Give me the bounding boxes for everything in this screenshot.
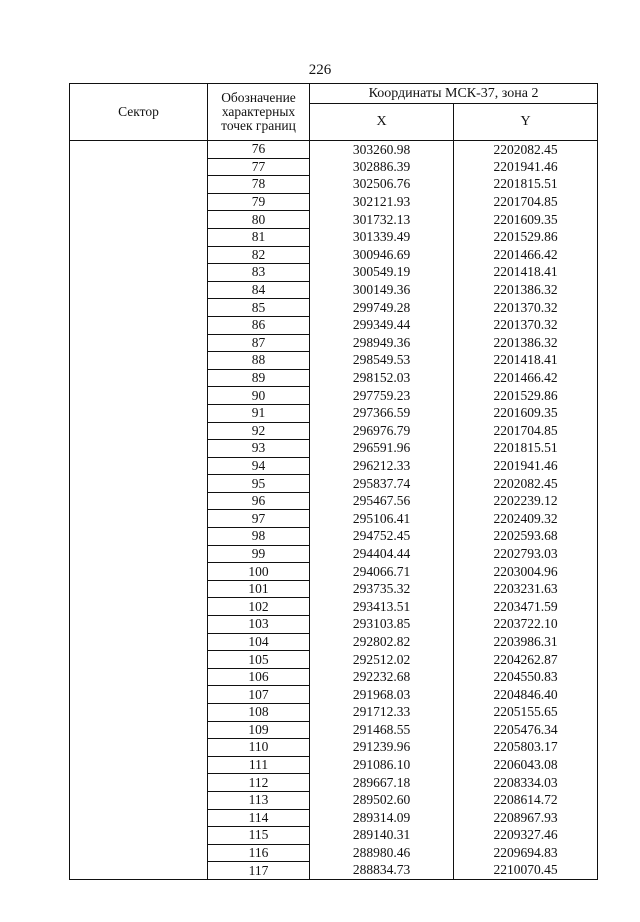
x-coordinate-cell: 298949.36 [310,334,454,352]
point-number-cell: 77 [208,158,310,176]
y-coordinate-cell: 2205155.65 [454,704,598,722]
x-coordinate-cell: 294404.44 [310,545,454,563]
x-coordinate-cell: 300946.69 [310,246,454,264]
x-coordinate-cell: 295467.56 [310,492,454,510]
x-coordinate-cell: 291468.55 [310,721,454,739]
y-coordinate-cell: 2201941.46 [454,457,598,475]
y-coordinate-cell: 2206043.08 [454,756,598,774]
y-coordinate-cell: 2205803.17 [454,739,598,757]
point-number-cell: 93 [208,440,310,458]
y-coordinate-cell: 2201418.41 [454,264,598,282]
y-coordinate-cell: 2201529.86 [454,387,598,405]
point-number-cell: 85 [208,299,310,317]
point-number-cell: 101 [208,580,310,598]
y-coordinate-cell: 2202239.12 [454,492,598,510]
x-coordinate-cell: 292232.68 [310,668,454,686]
y-coordinate-cell: 2203231.63 [454,580,598,598]
y-coordinate-cell: 2203004.96 [454,563,598,581]
x-coordinate-cell: 299349.44 [310,316,454,334]
y-coordinate-cell: 2203722.10 [454,616,598,634]
y-coordinate-cell: 2201609.35 [454,211,598,229]
header-sector: Сектор [70,84,208,141]
y-coordinate-cell: 2201386.32 [454,281,598,299]
sector-cell [70,141,208,880]
y-coordinate-cell: 2204846.40 [454,686,598,704]
point-number-cell: 83 [208,264,310,282]
y-coordinate-cell: 2202593.68 [454,528,598,546]
x-coordinate-cell: 300549.19 [310,264,454,282]
x-coordinate-cell: 302506.76 [310,176,454,194]
x-coordinate-cell: 298549.53 [310,352,454,370]
y-coordinate-cell: 2204262.87 [454,651,598,669]
x-coordinate-cell: 289667.18 [310,774,454,792]
point-number-cell: 86 [208,316,310,334]
point-number-cell: 88 [208,352,310,370]
header-point-designation: Обозначение характерных точек границ [208,84,310,141]
x-coordinate-cell: 291239.96 [310,739,454,757]
x-coordinate-cell: 302121.93 [310,193,454,211]
x-coordinate-cell: 294066.71 [310,563,454,581]
y-coordinate-cell: 2202409.32 [454,510,598,528]
point-number-cell: 116 [208,844,310,862]
y-coordinate-cell: 2201704.85 [454,193,598,211]
point-number-cell: 110 [208,739,310,757]
x-coordinate-cell: 301339.49 [310,228,454,246]
point-number-cell: 91 [208,404,310,422]
y-coordinate-cell: 2201418.41 [454,352,598,370]
y-coordinate-cell: 2208967.93 [454,809,598,827]
coordinates-table [69,83,598,880]
point-number-cell: 108 [208,704,310,722]
y-coordinate-cell: 2201370.32 [454,299,598,317]
y-coordinate-cell: 2202793.03 [454,545,598,563]
point-number-cell: 117 [208,862,310,880]
point-number-cell: 109 [208,721,310,739]
x-coordinate-cell: 296591.96 [310,440,454,458]
point-number-cell: 84 [208,281,310,299]
x-coordinate-cell: 296976.79 [310,422,454,440]
y-coordinate-cell: 2201466.42 [454,369,598,387]
point-number-cell: 78 [208,176,310,194]
x-coordinate-cell: 289140.31 [310,827,454,845]
point-number-cell: 105 [208,651,310,669]
point-number-cell: 95 [208,475,310,493]
x-coordinate-cell: 302886.39 [310,158,454,176]
x-coordinate-cell: 288980.46 [310,844,454,862]
point-number-cell: 98 [208,528,310,546]
x-coordinate-cell: 289314.09 [310,809,454,827]
y-coordinate-cell: 2201466.42 [454,246,598,264]
y-coordinate-cell: 2203471.59 [454,598,598,616]
y-coordinate-cell: 2210070.45 [454,862,598,880]
y-coordinate-cell: 2201815.51 [454,176,598,194]
y-coordinate-cell: 2201609.35 [454,404,598,422]
point-number-cell: 104 [208,633,310,651]
point-number-cell: 100 [208,563,310,581]
point-number-cell: 80 [208,211,310,229]
point-number-cell: 102 [208,598,310,616]
header-y: Y [454,104,598,141]
point-number-cell: 112 [208,774,310,792]
x-coordinate-cell: 297759.23 [310,387,454,405]
point-number-cell: 92 [208,422,310,440]
x-coordinate-cell: 295106.41 [310,510,454,528]
x-coordinate-cell: 291968.03 [310,686,454,704]
point-number-cell: 113 [208,791,310,809]
y-coordinate-cell: 2205476.34 [454,721,598,739]
point-number-cell: 115 [208,827,310,845]
table-row [70,141,598,159]
y-coordinate-cell: 2203986.31 [454,633,598,651]
y-coordinate-cell: 2201815.51 [454,440,598,458]
y-coordinate-cell: 2209327.46 [454,827,598,845]
point-number-cell: 106 [208,668,310,686]
x-coordinate-cell: 293103.85 [310,616,454,634]
x-coordinate-cell: 296212.33 [310,457,454,475]
point-number-cell: 111 [208,756,310,774]
y-coordinate-cell: 2202082.45 [454,141,598,159]
y-coordinate-cell: 2204550.83 [454,668,598,686]
x-coordinate-cell: 294752.45 [310,528,454,546]
y-coordinate-cell: 2201370.32 [454,316,598,334]
page-number: 226 [308,62,332,78]
point-number-cell: 81 [208,228,310,246]
x-coordinate-cell: 289502.60 [310,791,454,809]
header-x: X [310,104,454,141]
table-header [70,84,598,141]
x-coordinate-cell: 299749.28 [310,299,454,317]
point-number-cell: 90 [208,387,310,405]
table-body [70,141,598,880]
x-coordinate-cell: 298152.03 [310,369,454,387]
y-coordinate-cell: 2201386.32 [454,334,598,352]
y-coordinate-cell: 2208334.03 [454,774,598,792]
y-coordinate-cell: 2202082.45 [454,475,598,493]
point-number-cell: 87 [208,334,310,352]
x-coordinate-cell: 303260.98 [310,141,454,159]
y-coordinate-cell: 2201704.85 [454,422,598,440]
y-coordinate-cell: 2201529.86 [454,228,598,246]
point-number-cell: 96 [208,492,310,510]
x-coordinate-cell: 292802.82 [310,633,454,651]
y-coordinate-cell: 2208614.72 [454,791,598,809]
x-coordinate-cell: 301732.13 [310,211,454,229]
point-number-cell: 97 [208,510,310,528]
point-number-cell: 114 [208,809,310,827]
point-number-cell: 94 [208,457,310,475]
x-coordinate-cell: 292512.02 [310,651,454,669]
x-coordinate-cell: 300149.36 [310,281,454,299]
x-coordinate-cell: 291086.10 [310,756,454,774]
point-number-cell: 107 [208,686,310,704]
x-coordinate-cell: 293735.32 [310,580,454,598]
point-number-cell: 76 [208,141,310,159]
x-coordinate-cell: 288834.73 [310,862,454,880]
x-coordinate-cell: 297366.59 [310,404,454,422]
point-number-cell: 99 [208,545,310,563]
x-coordinate-cell: 295837.74 [310,475,454,493]
point-number-cell: 79 [208,193,310,211]
point-number-cell: 103 [208,616,310,634]
x-coordinate-cell: 293413.51 [310,598,454,616]
point-number-cell: 82 [208,246,310,264]
x-coordinate-cell: 291712.33 [310,704,454,722]
y-coordinate-cell: 2201941.46 [454,158,598,176]
point-number-cell: 89 [208,369,310,387]
header-coordinates-group: Координаты МСК-37, зона 2 [310,84,598,104]
y-coordinate-cell: 2209694.83 [454,844,598,862]
